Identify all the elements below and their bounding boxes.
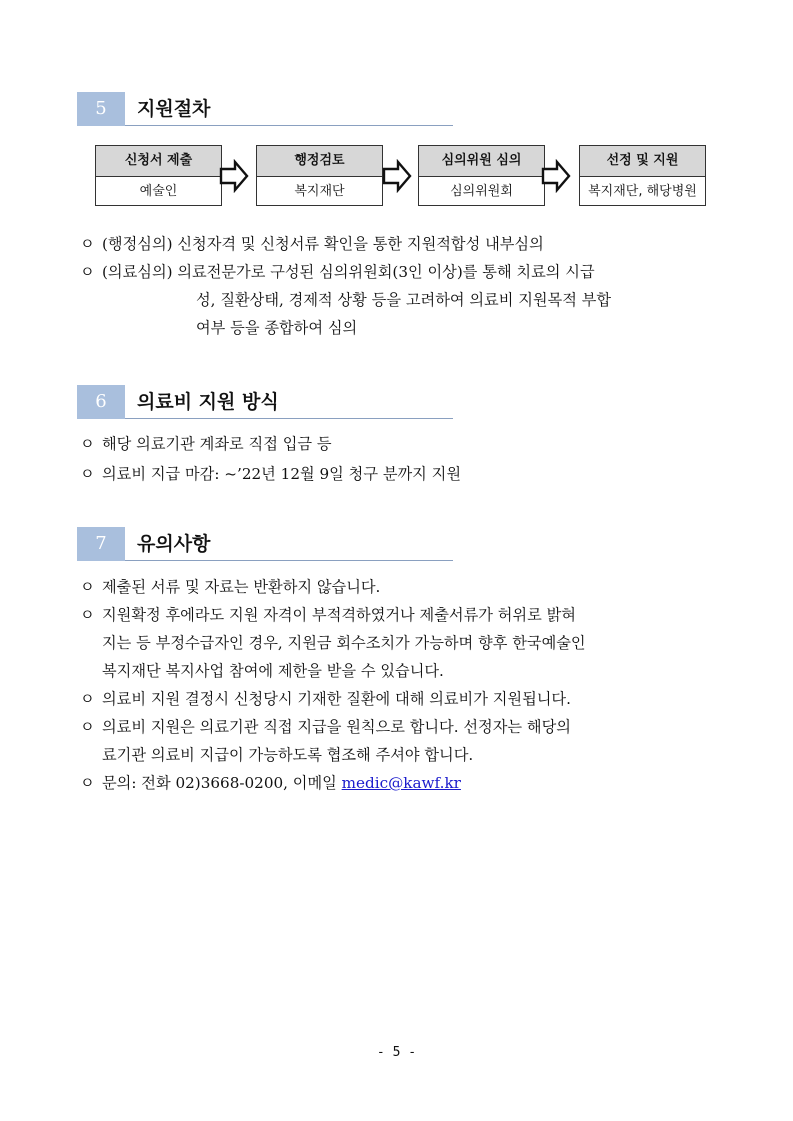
item-text: 제출된 서류 및 자료는 반환하지 않습니다. (102, 578, 381, 596)
section-rule (125, 418, 453, 419)
arrow-right-icon (541, 159, 571, 193)
arrow-right-icon (382, 159, 412, 193)
item-text: 문의: 전화 02)3668-0200, 이메일 (102, 774, 342, 792)
item-text-continued: 성, 질환상태, 경제적 상황 등을 고려하여 의료비 지원목적 부합 (196, 291, 612, 309)
bullet-icon: ㅇ (80, 465, 95, 483)
bullet-icon: ㅇ (80, 235, 95, 253)
bullet-icon: ㅇ (80, 578, 95, 596)
list-item (80, 601, 720, 629)
bullet-icon: ㅇ (80, 774, 95, 792)
flow-step-header: 행정검토 (257, 146, 382, 177)
item-text: 의료비 지원 결정시 신청당시 기재한 질환에 대해 의료비가 지원됩니다. (102, 690, 571, 708)
item-text-continued: 여부 등을 종합하여 심의 (196, 319, 358, 337)
list-item (80, 769, 720, 797)
section-rule (125, 560, 453, 561)
item-text: 의료비 지원은 의료기관 직접 지급을 원칙으로 합니다. 선정자는 해당의 (102, 718, 571, 736)
flow-step-body: 심의위원회 (450, 184, 513, 199)
list-item (80, 258, 720, 286)
flow-step-body: 복지재단, 해당병원 (588, 184, 697, 199)
bullet-icon: ㅇ (80, 435, 95, 453)
list-item (80, 685, 720, 713)
flow-step-4 (579, 145, 706, 206)
email-link[interactable]: medic@kawf.kr (341, 774, 461, 792)
section-5-header (77, 92, 453, 128)
section-number: 7 (77, 527, 125, 561)
section-number: 6 (77, 385, 125, 419)
section-title: 의료비 지원 방식 (137, 391, 279, 413)
section-rule (125, 125, 453, 126)
list-item (80, 430, 720, 458)
list-item (80, 230, 720, 258)
flow-step-body: 예술인 (139, 184, 178, 199)
arrow-right-icon (219, 159, 249, 193)
flow-step-header: 신청서 제출 (96, 146, 221, 177)
section-6-header (77, 385, 453, 421)
section-title: 유의사항 (137, 533, 211, 555)
item-text-continued: 료기관 의료비 지급이 가능하도록 협조해 주셔야 합니다. (102, 746, 474, 764)
bullet-icon: ㅇ (80, 263, 95, 281)
list-item (80, 573, 720, 601)
item-text-continued: 복지재단 복지사업 참여에 제한을 받을 수 있습니다. (102, 662, 444, 680)
item-text: (행정심의) 신청자격 및 신청서류 확인을 통한 지원적합성 내부심의 (102, 235, 544, 253)
list-item (80, 460, 720, 488)
flow-step-3 (418, 145, 545, 206)
item-text: 지원확정 후에라도 지원 자격이 부적격하였거나 제출서류가 허위로 밝혀 (102, 606, 576, 624)
section-title: 지원절차 (137, 98, 211, 120)
bullet-icon: ㅇ (80, 690, 95, 708)
item-text: 의료비 지급 마감: ~’22년 12월 9일 청구 분까지 지원 (102, 465, 462, 483)
page-number: - 5 - (376, 1045, 417, 1060)
section-7-header (77, 527, 453, 563)
section-number: 5 (77, 92, 125, 126)
bullet-icon: ㅇ (80, 606, 95, 624)
flow-step-header: 선정 및 지원 (580, 146, 705, 177)
item-text: (의료심의) 의료전문가로 구성된 심의위원회(3인 이상)를 통해 치료의 시급 (102, 263, 595, 281)
process-flow (95, 145, 707, 208)
flow-step-1 (95, 145, 222, 206)
flow-step-2 (256, 145, 383, 206)
item-text-continued: 지는 등 부정수급자인 경우, 지원금 회수조치가 가능하며 향후 한국예술인 (102, 634, 586, 652)
bullet-icon: ㅇ (80, 718, 95, 736)
flow-step-body: 복지재단 (294, 184, 345, 199)
item-text: 해당 의료기관 계좌로 직접 입금 등 (102, 435, 332, 453)
flow-step-header: 심의위원 심의 (419, 146, 544, 177)
list-item (80, 713, 720, 741)
